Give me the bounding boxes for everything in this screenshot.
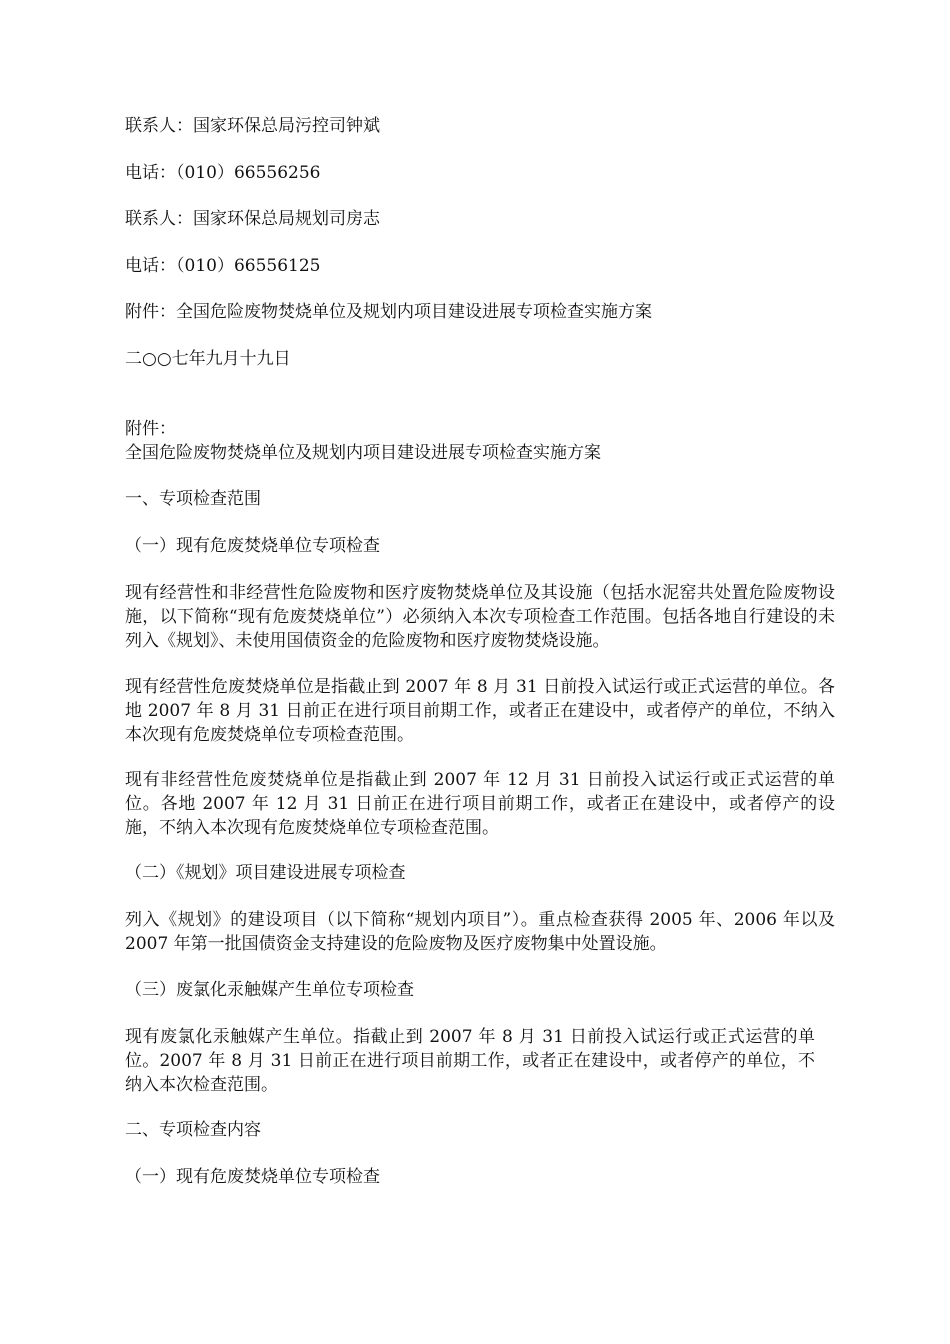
section-1-sub-1-para-2: 现有经营性危废焚烧单位是指截止到 2007 年 8 月 31 日前投入试运行或正式运营的单位。各地 2007 年 8 月 31 日前正在进行项目前期工作，或者正在建设中，或者停产的单位，不纳入本次现有危废焚烧单位专项检查范围。 xyxy=(125,677,835,745)
section-1-sub-3-para: 现有废氯化汞触媒产生单位。指截止到 2007 年 8 月 31 日前投入试运行或正式运营的单位。2007 年 8 月 31 日前正在进行项目前期工作，或者正在建设中，或者停产的单位，不纳入本次检查范围。 xyxy=(125,1027,815,1095)
phone-label: 电话： xyxy=(125,163,176,183)
section-1-sub-2-para: 列入《规划》的建设项目（以下简称“规划内项目”）。重点检查获得 2005 年、2006 年以及 2007 年第一批国债资金支持建设的危险废物及医疗废物集中处置设施。 xyxy=(125,910,835,954)
contact-line-2 xyxy=(125,207,380,231)
phone-line-2 xyxy=(125,254,320,278)
attachment-title: 全国危险废物焚烧单位及规划内项目建设进展专项检查实施方案 xyxy=(125,443,601,463)
phone-label: 电话： xyxy=(125,256,176,276)
contact-label: 联系人： xyxy=(125,209,193,229)
phone-value: （010）66556125 xyxy=(176,256,321,276)
section-2-sub-1-heading: （一）现有危废焚烧单位专项检查 xyxy=(125,1167,380,1187)
attachment-note: 附件：全国危险废物焚烧单位及规划内项目建设进展专项检查实施方案 xyxy=(125,302,652,322)
phone-value: （010）66556256 xyxy=(176,163,321,183)
contact-value: 国家环保总局规划司房志 xyxy=(193,209,380,229)
section-1-sub-1-heading: （一）现有危废焚烧单位专项检查 xyxy=(125,536,380,556)
phone-line-1 xyxy=(125,161,320,185)
document-date: 二○○七年九月十九日 xyxy=(125,349,291,369)
section-1-heading: 一、专项检查范围 xyxy=(125,489,261,509)
section-1-sub-1-para-1: 现有经营性和非经营性危险废物和医疗废物焚烧单位及其设施（包括水泥窑共处置危险废物设施，以下简称“现有危废焚烧单位”）必须纳入本次专项检查工作范围。包括各地自行建设的未列入《规划》、未使用国债资金的危险废物和医疗废物焚烧设施。 xyxy=(125,583,835,651)
section-1-sub-2-heading: （二）《规划》项目建设进展专项检查 xyxy=(125,863,406,883)
contact-line-1 xyxy=(125,114,380,138)
section-1-sub-1-para-3: 现有非经营性危废焚烧单位是指截止到 2007 年 12 月 31 日前投入试运行或正式运营的单位。各地 2007 年 12 月 31 日前正在进行项目前期工作，或者正在建设中，或者停产的设施，不纳入本次现有危废焚烧单位专项检查范围。 xyxy=(125,770,835,838)
contact-label: 联系人： xyxy=(125,116,193,136)
section-1-sub-3-heading: （三）废氯化汞触媒产生单位专项检查 xyxy=(125,980,414,1000)
contact-value: 国家环保总局污控司钟斌 xyxy=(193,116,380,136)
section-2-heading: 二、专项检查内容 xyxy=(125,1120,261,1140)
attachment-label: 附件： xyxy=(125,419,176,439)
